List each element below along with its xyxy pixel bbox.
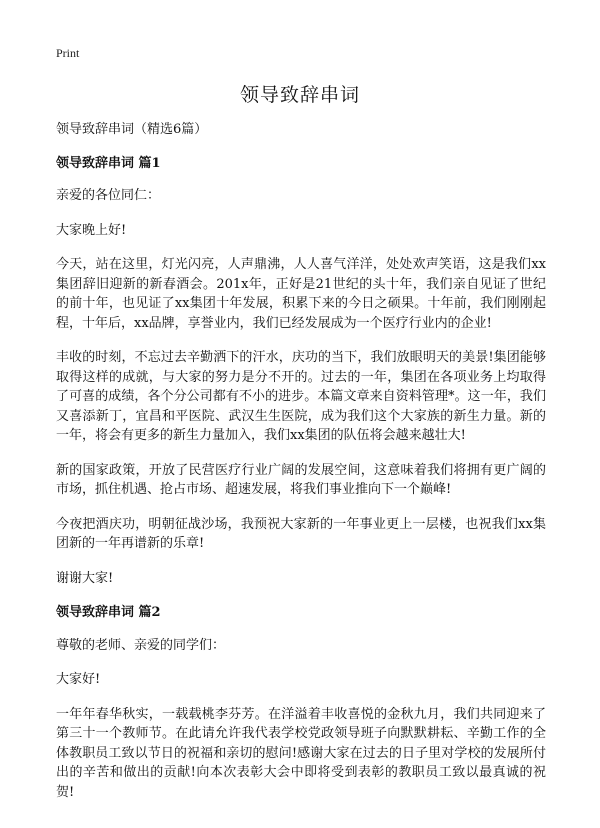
- document-subtitle: 领导致辞串词（精选6篇）: [56, 122, 208, 137]
- paragraph: 谢谢大家!: [56, 570, 114, 586]
- document-body: [56, 120, 546, 817]
- paragraph: 大家好!: [56, 672, 101, 687]
- paragraph: 尊敬的老师、亲爱的同学们：: [56, 637, 226, 653]
- paragraph: 一年年春华秋实，一载载桃李芬芳。在洋溢着丰收喜悦的金秋九月，我们共同迎来了第三十一个教师节。在此请允许我代表学校党政领导班子向默默耕耘、辛勤工作的全体教职员工致以节日的祝福和亲切的慰问!感谢大家在过去的日子里对学校的发展所付出的辛苦和做出的贡献!向本次表彰大会中即将受到表彰的教职员工致以最真诚的祝贺!: [56, 706, 546, 800]
- paragraph: 大家晚上好!: [56, 222, 127, 238]
- paragraph: 丰收的时刻，不忘过去辛勤洒下的汗水，庆功的当下，我们放眼明天的美景!集团能够取得这样的成就，与大家的努力是分不开的。过去的一年，集团在各项业务上均取得了可喜的成绩，各个分公司都有不小的进步。本篇文章来自资料管理*。这一年，我们又喜添新丁，宜昌和平医院、武汉生生医院，成为我们这个大家族的新生力量。新的一年，将会有更多的新生力量加入，我们xx集团的队伍将会越来越壮大!: [56, 350, 546, 443]
- section-heading: 领导致辞串词 篇2: [56, 605, 161, 620]
- paragraph: 亲爱的各位同仁：: [56, 188, 161, 203]
- paragraph: 今天，站在这里，灯光闪亮，人声鼎沸，人人喜气洋洋，处处欢声笑语，这是我们xx集团辞旧迎新的新春酒会。201x年，正好是21世纪的头十年，我们亲自见证了世纪的前十年，也见证了xx集团十年发展，积累下来的今日之硕果。十年前，我们刚刚起程，十年后，xx品牌，享誉业内，我们已经发展成为一个医疗行业内的企业!: [56, 257, 546, 331]
- print-link[interactable]: Print: [56, 46, 80, 60]
- paragraph: 新的国家政策，开放了民营医疗行业广阔的发展空间，这意味着我们将拥有更广阔的市场，抓住机遇、抢占市场、超速发展，将我们事业推向下一个巅峰!: [56, 462, 546, 497]
- page-title: 领导致辞串词: [239, 84, 360, 106]
- paragraph: 今夜把酒庆功，明朝征战沙场，我预祝大家新的一年事业更上一层楼，也祝我们xx集团新的一年再谱新的乐章!: [56, 516, 546, 551]
- section-heading: 领导致辞串词 篇1: [56, 155, 161, 171]
